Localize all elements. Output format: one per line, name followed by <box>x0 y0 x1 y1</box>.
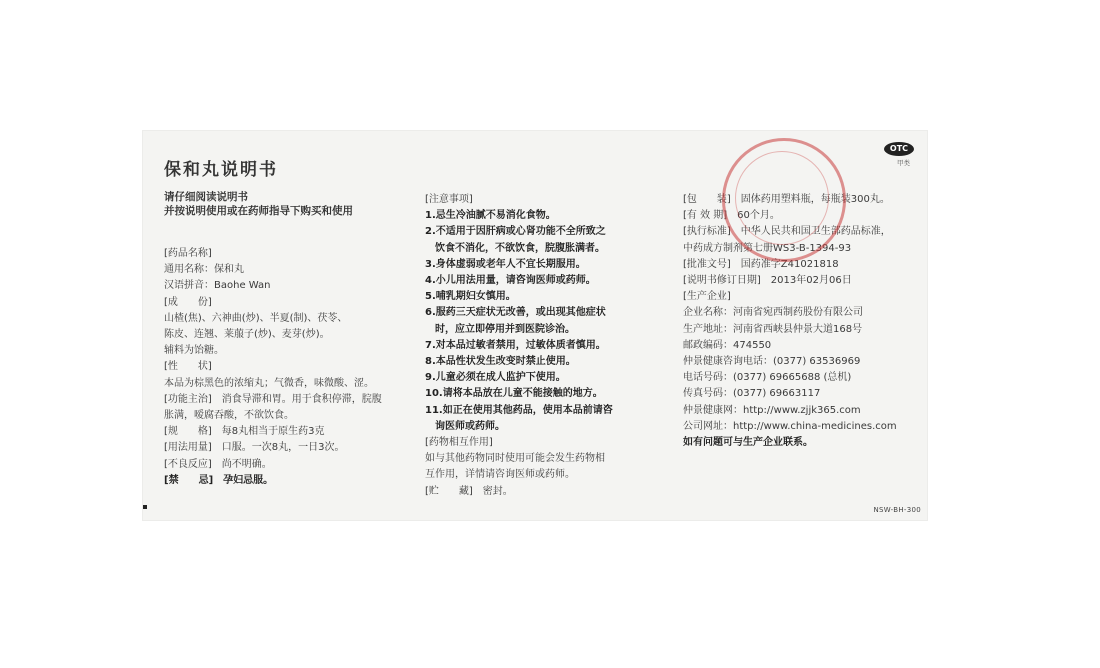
precaution-item: 3.身体虚弱或老年人不宜长期服用。 <box>425 258 586 270</box>
shelf-life-text: [有 效 期] 60个月。 <box>683 210 780 222</box>
leaflet-intro <box>164 190 353 218</box>
revision-date-text: [说明书修订日期] 2013年02月06日 <box>683 275 852 287</box>
postal-code: 邮政编码：474550 <box>683 339 772 351</box>
appearance-text: 本品为棕黑色的浓缩丸；气微香，味微酸、涩。 <box>164 377 374 389</box>
excipient-line: 辅料为饴糖。 <box>164 345 224 357</box>
pinyin-name: 汉语拼音：Baohe Wan <box>164 280 271 292</box>
section-drug-name: [药品名称] <box>164 248 212 259</box>
company-name: 企业名称：河南省宛西制药股份有限公司 <box>683 307 863 319</box>
generic-name: 通用名称：保和丸 <box>164 264 244 276</box>
section-interactions: [药物相互作用] <box>425 437 493 449</box>
company-address: 生产地址：河南省西峡县仲景大道168号 <box>683 323 863 335</box>
section-ingredients: [成 份] <box>164 296 212 308</box>
standard-text: 中药成方制剂第七册WS3-B-1394-93 <box>683 242 852 254</box>
precaution-item: 10.请将本品放在儿童不能接触的地方。 <box>425 388 603 400</box>
dosage-text: [用法用量] 口服。一次8丸，一日3次。 <box>164 442 345 454</box>
leaflet-title: 保和丸说明书 <box>164 160 278 180</box>
ingredients-line: 陈皮、连翘、莱菔子(炒)、麦芽(炒)。 <box>164 329 330 341</box>
interactions-text: 如与其他药物同时使用可能会发生药物相 <box>425 453 605 465</box>
precaution-item: 5.哺乳期妇女慎用。 <box>425 291 516 303</box>
indications-text: [功能主治] 消食导滞和胃。用于食积停滞，脘腹 <box>164 393 382 405</box>
section-manufacturer: [生产企业] <box>683 291 731 303</box>
approval-number-text: [批准文号] 国药准字Z41021818 <box>683 258 839 270</box>
phone-number: 电话号码：(0377) 69665688 (总机) <box>683 372 852 384</box>
precaution-item: 4.小儿用法用量，请咨询医师或药师。 <box>425 275 596 287</box>
precaution-item: 时，应立即停用并到医院诊治。 <box>425 323 575 335</box>
precaution-item: 7.对本品过敏者禁用，过敏体质者慎用。 <box>425 339 606 351</box>
precaution-item: 6.服药三天症状无改善，或出现其他症状 <box>425 307 606 319</box>
adverse-reactions-text: [不良反应] 尚不明确。 <box>164 458 272 470</box>
standard-text: [执行标准] 中华人民共和国卫生部药品标准， <box>683 226 891 238</box>
packaging-text: [包 装] 固体药用塑料瓶，每瓶装300丸。 <box>683 194 890 205</box>
indications-text: 胀满，嗳腐吞酸，不欲饮食。 <box>164 410 294 422</box>
specification-text: [规 格] 每8丸相当于原生药3克 <box>164 426 325 438</box>
section-appearance: [性 状] <box>164 361 212 373</box>
intro-line: 并按说明使用或在药师指导下购买和使用 <box>164 205 353 217</box>
interactions-text: 互作用，详情请咨询医师或药师。 <box>425 469 575 481</box>
middle-column <box>425 192 660 500</box>
document-code: NSW-BH-300 <box>873 506 921 514</box>
consult-phone: 仲景健康咨询电话：(0377) 63536969 <box>683 356 861 368</box>
health-website: 仲景健康网：http://www.zjjk365.com <box>683 404 861 416</box>
otc-badge: OTC <box>884 142 914 156</box>
precaution-item: 9.儿童必须在成人监护下使用。 <box>425 372 566 384</box>
precaution-item: 2.不适用于因肝病或心肾功能不全所致之 <box>425 226 606 238</box>
precaution-item: 8.本品性状发生改变时禁止使用。 <box>425 356 576 368</box>
left-column <box>164 246 419 489</box>
intro-line: 请仔细阅读说明书 <box>164 191 248 203</box>
precaution-item: 1.忌生冷油腻不易消化食物。 <box>425 210 556 222</box>
fax-number: 传真号码：(0377) 69663117 <box>683 388 821 400</box>
instruction-leaflet <box>143 131 927 520</box>
right-column <box>683 192 915 451</box>
section-precautions: [注意事项] <box>425 194 473 205</box>
precaution-item: 11.如正在使用其他药品，使用本品前请咨 <box>425 404 613 416</box>
company-website: 公司网址：http://www.china-medicines.com <box>683 420 897 432</box>
contraindications-text: [禁 忌] 孕妇忌服。 <box>164 474 274 486</box>
precaution-item: 询医师或药师。 <box>425 420 505 432</box>
precaution-item: 饮食不消化，不欲饮食，脘腹胀满者。 <box>425 242 605 254</box>
ingredients-line: 山楂(焦)、六神曲(炒)、半夏(制)、茯苓、 <box>164 312 348 324</box>
edge-mark <box>143 505 147 509</box>
contact-note: 如有问题可与生产企业联系。 <box>683 437 813 449</box>
otc-class-label: 甲类 <box>897 159 910 167</box>
storage-text: [贮 藏] 密封。 <box>425 485 513 497</box>
